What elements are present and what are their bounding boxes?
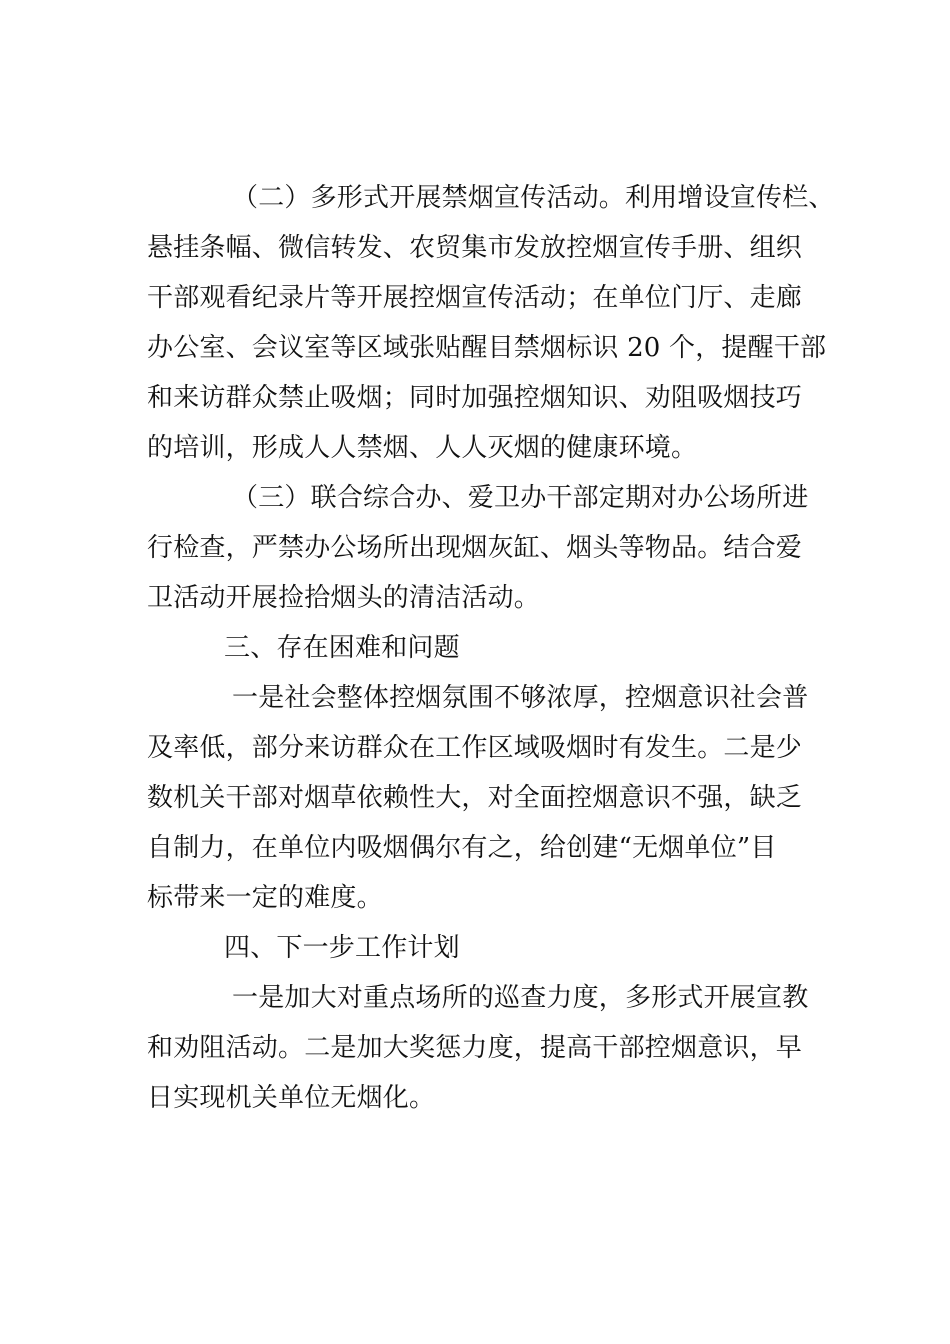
paragraph-2-line-4: 办公室、会议室等区域张贴醒目禁烟标识 20 个，提醒干部 bbox=[147, 333, 827, 363]
paragraph-2-line-3: 干部观看纪录片等开展控烟宣传活动；在单位门厅、走廊 bbox=[147, 283, 803, 313]
section-heading-next-plan: 四、下一步工作计划 bbox=[224, 933, 460, 963]
next-plan-line-3: 日实现机关单位无烟化。 bbox=[147, 1083, 436, 1113]
paragraph-2-line-2: 悬挂条幅、微信转发、农贸集市发放控烟宣传手册、组织 bbox=[147, 233, 803, 263]
paragraph-2-line-5: 和来访群众禁止吸烟；同时加强控烟知识、劝阻吸烟技巧 bbox=[147, 383, 803, 413]
next-plan-line-1: 一是加大对重点场所的巡查力度，多形式开展宣教 bbox=[232, 983, 809, 1013]
difficulties-line-5: 标带来一定的难度。 bbox=[147, 883, 383, 913]
paragraph-3-line-3: 卫活动开展捡拾烟头的清洁活动。 bbox=[147, 583, 541, 613]
difficulties-line-4: 自制力，在单位内吸烟偶尔有之，给创建“无烟单位”目 bbox=[147, 833, 777, 863]
paragraph-3-line-2: 行检查，严禁办公场所出现烟灰缸、烟头等物品。结合爱 bbox=[147, 533, 803, 563]
difficulties-line-2: 及率低，部分来访群众在工作区域吸烟时有发生。二是少 bbox=[147, 733, 803, 763]
paragraph-3-line-1: （三）联合综合办、爱卫办干部定期对办公场所进 bbox=[232, 483, 809, 513]
next-plan-line-2: 和劝阻活动。二是加大奖惩力度，提高干部控烟意识，早 bbox=[147, 1033, 803, 1063]
difficulties-line-3: 数机关干部对烟草依赖性大，对全面控烟意识不强，缺乏 bbox=[147, 783, 803, 813]
difficulties-line-1: 一是社会整体控烟氛围不够浓厚，控烟意识社会普 bbox=[232, 683, 809, 713]
paragraph-2-line-1: （二）多形式开展禁烟宣传活动。利用增设宣传栏、 bbox=[232, 183, 835, 213]
section-heading-difficulties: 三、存在困难和问题 bbox=[224, 633, 460, 663]
paragraph-2-line-6: 的培训，形成人人禁烟、人人灭烟的健康环境。 bbox=[147, 433, 698, 463]
